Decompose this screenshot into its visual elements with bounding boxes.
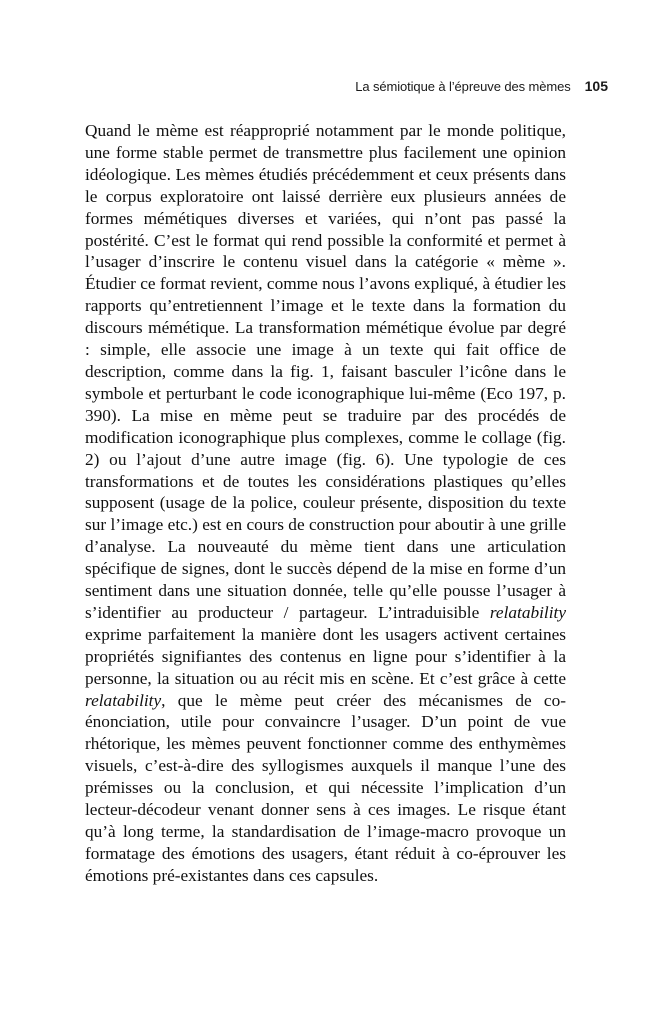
paragraph-segment-2: exprime parfaitement la manière dont les usagers activent certaines propriétés signifiantes des contenus en ligne pour s’identifier à la personne, la situation ou au récit mis en scène. Et c’est grâce à cette <box>85 624 566 688</box>
body-paragraph <box>85 120 566 887</box>
italic-term-relatability: relatability <box>85 690 162 710</box>
paragraph-segment-1: Quand le mème est réapproprié notamment par le monde politique, une forme stable permet de transmettre plus facilement une opinion idéologique. Les mèmes étudiés précédemment et ceux présents dans le corpus exploratoire ont laissé derrière eux plusieurs années de formes mémétiques diverses et variées, qui n’ont pas passé la postérité. C’est le format qui rend possible la conformité et permet à l’usager d’inscrire le contenu visuel dans la catégorie « mème ». Étudier ce format revient, comme nous l’avons expliqué, à étudier les rapports qu’entretiennent l’image et le texte dans la formation du discours mémétique. La transformation mémétique évolue par degré : simple, elle associe une image à un texte qui fait office de description, comme dans la fig. 1, faisant basculer l’icône dans le symbole et perturbant le code iconographique lui-même (Eco 197, p. 390). La mise en mème peut se traduire par des procédés de modification iconographique plus complexes, comme le collage (fig. 2) ou l’ajout d’une autre image (fig. 6). Une typologie de ces transformations et de toutes les considérations plastiques qu’elles supposent (usage de la police, couleur présente, disposition du texte sur l’image etc.) est en cours de construction pour aboutir à une grille d’analyse. La nouveauté du mème tient dans une articulation spécifique de signes, dont le succès dépend de la mise en forme d’un sentiment dans une situation donnée, telle qu’elle pousse l’usager à s’identifier au producteur / partageur. L’intraduisible <box>85 121 566 622</box>
running-title: La sémiotique à l’épreuve des mèmes <box>355 79 571 94</box>
page-number: 105 <box>584 78 608 94</box>
running-head <box>355 78 608 94</box>
paragraph-segment-3: , que le mème peut créer des mécanismes de co-énonciation, utile pour convaincre l’usager. D’un point de vue rhétorique, les mèmes peuvent fonctionner comme des enthymèmes visuels, c’est-à-dire des syllogismes auxquels il manque l’une des prémisses ou la conclusion, et qui nécessite l’implication d’un lecteur-décodeur venant donner sens à ces images. Le risque étant qu’à long terme, la standardisation de l’image-macro provoque un formatage des émotions des usagers, étant réduit à co-éprouver les émotions pré-existantes dans ces capsules. <box>85 690 566 885</box>
italic-term-relatability: relatability <box>489 602 566 622</box>
